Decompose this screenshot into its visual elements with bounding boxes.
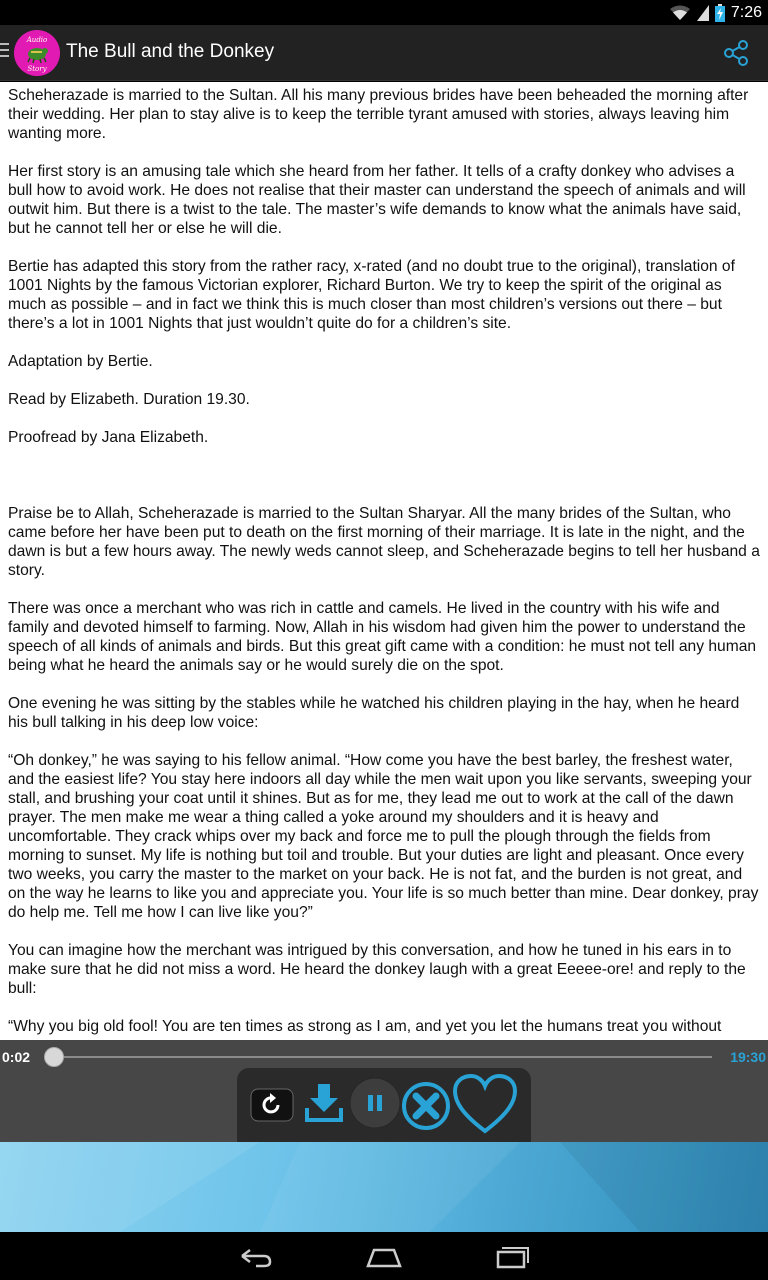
clock: 7:26 (730, 3, 762, 21)
seek-thumb[interactable] (44, 1047, 64, 1067)
story-credit: Adaptation by Bertie. (8, 353, 153, 370)
story-paragraph: Her first story is an amusing tale which she heard from her father. It tells of a crafty donkey who advises a bull how to avoid work. He does not realise that their master can understand the speech of animals and will outwit him. But there is a twist to the tale. The master’s wife demands to know what the animals have said, but he cannot tell her or else he will die. (8, 163, 746, 237)
story-paragraph: There was once a merchant who was rich in cattle and camels. He lived in the country with his wife and family and devoted himself to farming. Now, Allah in his wisdom had given him the power to understand the speech of all kinds of animals and birds. But this great gift came with a condition: he must not tell any human being what he heard the animals say or he would surely die on the spot. (8, 600, 757, 674)
recent-apps-icon[interactable] (492, 1242, 532, 1270)
spacer (8, 466, 760, 504)
battery-charging-icon (715, 4, 725, 22)
replay-button[interactable] (250, 1088, 294, 1122)
pause-button[interactable] (349, 1077, 401, 1129)
status-icons (669, 2, 762, 23)
audio-player (0, 1040, 768, 1142)
svg-text:Audio: Audio (26, 36, 48, 44)
story-paragraph: Scheherazade is married to the Sultan. All his many previous brides have been beheaded the morning after their wedding. Her plan to stay alive is to keep the terrible tyrant amused with stories, always leaving him wanting more. (8, 87, 749, 142)
story-paragraph: Praise be to Allah, Scheherazade is married to the Sultan Sharyar. All the many brides of the Sultan, who came before her have been put to death on the first morning of their marriage. It is late in the night, and the dawn is but a few hours away. The newly weds cannot sleep, and Scheherazade begins to tell her husband a story. (8, 505, 760, 579)
home-icon[interactable] (364, 1242, 404, 1270)
close-icon[interactable] (401, 1081, 451, 1131)
story-credit: Proofread by Jana Elizabeth. (8, 429, 209, 446)
back-icon[interactable] (236, 1242, 276, 1270)
story-credit: Read by Elizabeth. Duration 19.30. (8, 391, 250, 408)
story-paragraph: “Why you big old fool! You are ten times as strong as I am, and yet you let the humans treat you without (8, 1018, 722, 1035)
story-paragraph: You can imagine how the merchant was intrigued by this conversation, and how he tuned in his ears in to make sure that he did not miss a word. He heard the donkey laugh with a great Eeeee-ore! and reply to the bull: (8, 942, 746, 997)
system-nav-bar (0, 1232, 768, 1280)
seek-bar[interactable] (48, 1056, 712, 1058)
story-paragraph: “Oh donkey,” he was saying to his fellow animal. “How come you have the best barley, the freshest water, and the easiest life? You stay here indoors all day while the men wait upon you like servants, sweeping your stall, and brushing your coat until it shines. But as for me, they lead me out to work at the call of the dawn prayer. The men make me wear a thing called a yoke around my shoulders and it is heavy and uncomfortable. They crack whips over my back and force me to pull the plough through the fields from morning to sunset. My life is nothing but toil and trouble. But your duties are light and pleasant. Once every two weeks, you carry the master to the market on your back. He is not fat, and the burden is not great, and on the way he learns to like you and appreciate you. Your life is so much better than mine. Dear donkey, pray do help me. Tell me how I can live like you?” (8, 752, 759, 921)
app-logo-icon[interactable] (14, 30, 60, 76)
ad-banner[interactable] (0, 1142, 768, 1232)
current-time: 0:02 (2, 1049, 31, 1065)
ad-background-art (0, 1142, 768, 1232)
signal-icon (697, 5, 709, 21)
status-bar (0, 0, 768, 25)
action-bar (0, 25, 768, 81)
story-paragraph: Bertie has adapted this story from the rather racy, x-rated (and no doubt true to the original), translation of 1001 Nights by the famous Victorian explorer, Richard Burton. We try to keep the spirit of the original as much as possible – and in fact we think this is much closer than most children’s versions out there – but there’s a lot in 1001 Nights that just wouldn’t quite do for a children’s site. (8, 258, 735, 332)
download-icon[interactable] (304, 1082, 344, 1124)
drawer-indicator-icon[interactable] (0, 43, 10, 61)
total-time: 19:30 (730, 1049, 766, 1065)
share-icon[interactable] (722, 39, 750, 67)
story-text-area[interactable] (0, 82, 768, 1040)
page-title: The Bull and the Donkey (66, 41, 275, 62)
story-paragraph: One evening he was sitting by the stables while he watched his children playing in the hay, when he heard his bull talking in his deep low voice: (8, 695, 740, 731)
heart-icon[interactable] (451, 1073, 519, 1137)
wifi-icon (669, 5, 691, 21)
svg-text:Story: Story (27, 65, 47, 73)
playback-controls (237, 1068, 531, 1142)
